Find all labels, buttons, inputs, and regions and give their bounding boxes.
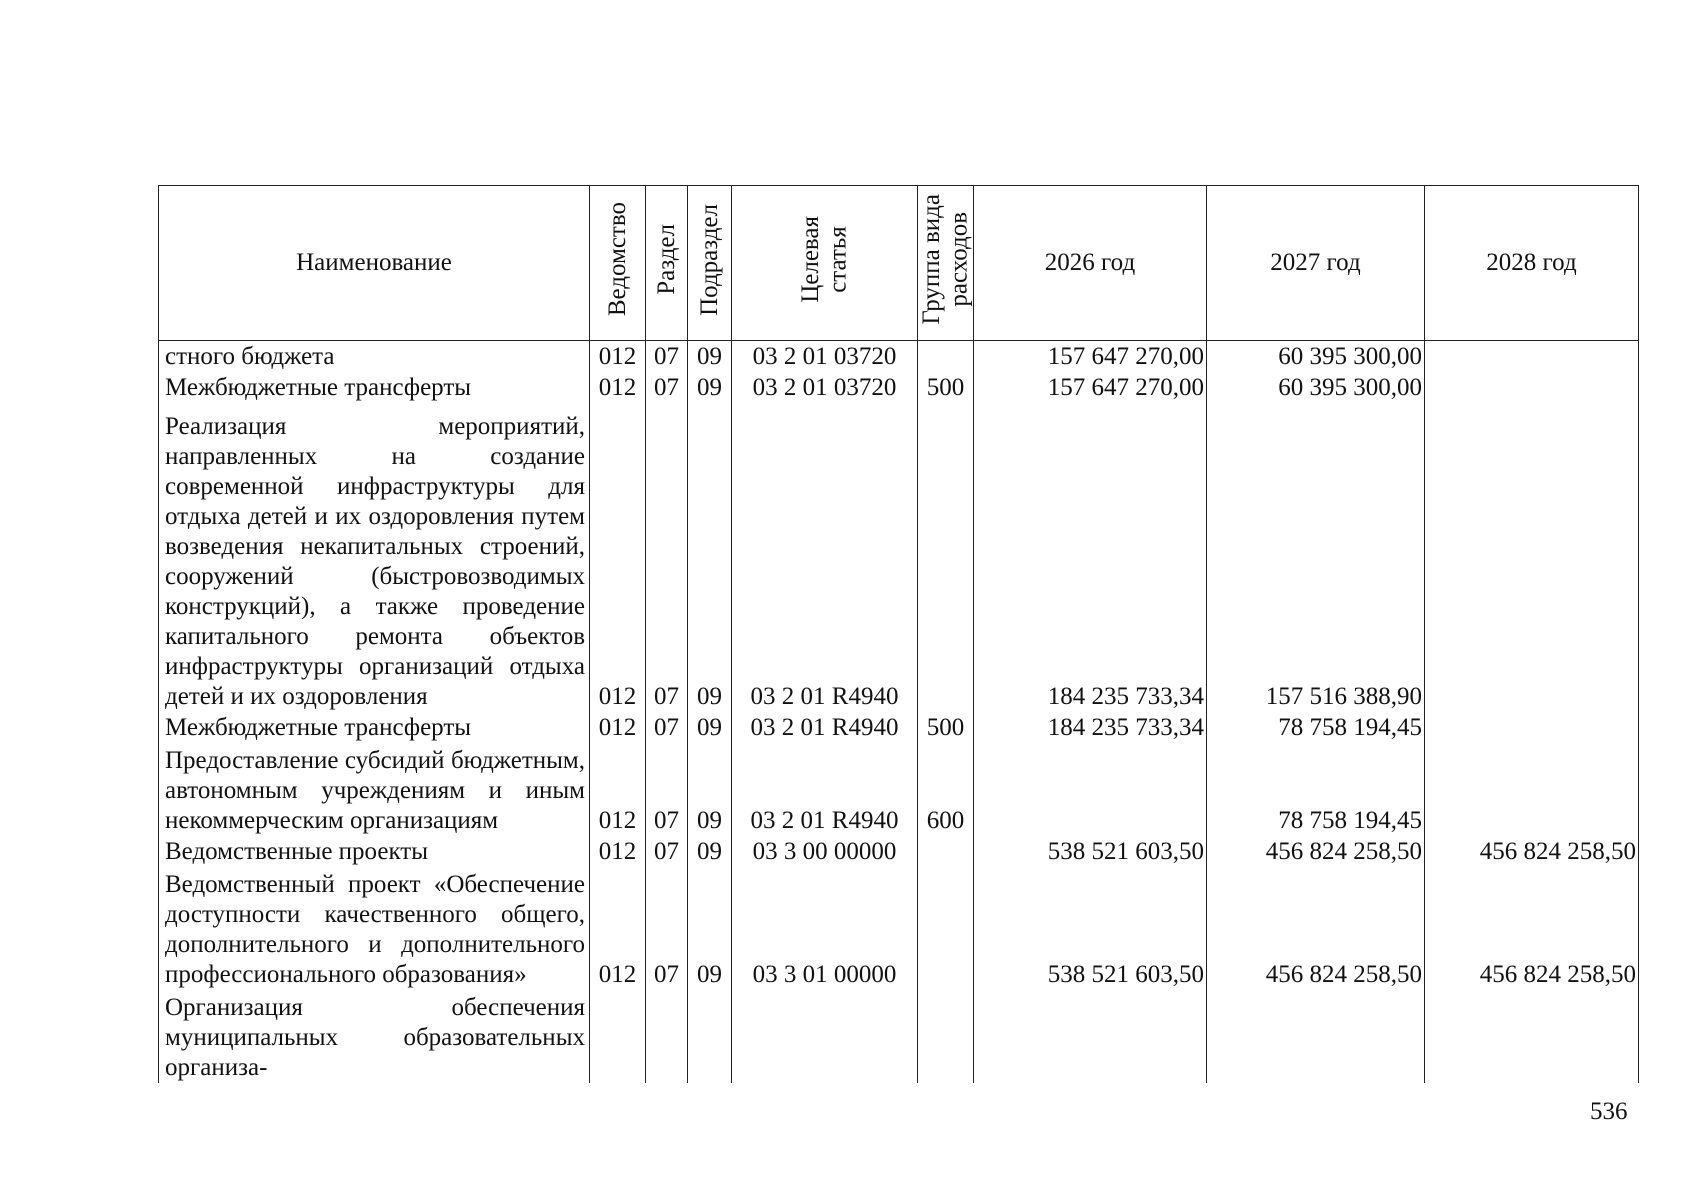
row-vedomstvo: 012: [590, 867, 646, 991]
table-row: [159, 867, 1639, 991]
row-podrazdel: 09: [688, 836, 732, 867]
header-name: Наименование: [159, 186, 590, 341]
row-expense-group: [918, 836, 974, 867]
row-podrazdel: 09: [688, 341, 732, 372]
row-name: Ведомственные проекты: [159, 836, 590, 867]
row-name: Предоставление субсидий бюджетным, автономным учреждениям и иным некоммерческим организациям: [159, 743, 590, 836]
row-razdel: 07: [646, 867, 688, 991]
row-razdel: 07: [646, 712, 688, 743]
row-amount-2028: 456 824 258,50: [1425, 836, 1639, 867]
row-target-article: 03 2 01 03720: [732, 341, 918, 372]
table-row: [159, 990, 1639, 1083]
row-amount-2026: 538 521 603,50: [974, 867, 1207, 991]
header-row: [159, 186, 1639, 341]
header-razdel: Раздел: [646, 186, 688, 341]
row-name: стного бюджета: [159, 341, 590, 372]
table-row: [159, 836, 1639, 867]
row-amount-2027: 78 758 194,45: [1207, 743, 1425, 836]
row-amount-2026: 184 235 733,34: [974, 403, 1207, 712]
budget-table: [158, 185, 1639, 1083]
table-row: [159, 341, 1639, 372]
header-podrazdel: Подраздел: [688, 186, 732, 341]
row-podrazdel: 09: [688, 403, 732, 712]
row-expense-group: 500: [918, 712, 974, 743]
row-amount-2028: [1425, 403, 1639, 712]
row-amount-2028: [1425, 990, 1639, 1083]
row-target-article: [732, 990, 918, 1083]
row-razdel: 07: [646, 836, 688, 867]
table-row: [159, 712, 1639, 743]
header-target-article: Целевая статья: [732, 186, 918, 341]
header-2028: 2028 год: [1425, 186, 1639, 341]
row-name: Организация обеспечения муниципальных образовательных организа-: [159, 990, 590, 1083]
row-vedomstvo: 012: [590, 403, 646, 712]
row-vedomstvo: 012: [590, 341, 646, 372]
row-amount-2027: 456 824 258,50: [1207, 836, 1425, 867]
row-expense-group: [918, 990, 974, 1083]
row-amount-2026: 538 521 603,50: [974, 836, 1207, 867]
row-expense-group: 500: [918, 372, 974, 403]
row-vedomstvo: [590, 990, 646, 1083]
row-vedomstvo: 012: [590, 712, 646, 743]
row-vedomstvo: 012: [590, 372, 646, 403]
row-podrazdel: [688, 990, 732, 1083]
row-amount-2028: [1425, 743, 1639, 836]
row-amount-2026: [974, 743, 1207, 836]
row-amount-2027: 157 516 388,90: [1207, 403, 1425, 712]
row-razdel: 07: [646, 372, 688, 403]
row-amount-2028: [1425, 372, 1639, 403]
row-target-article: 03 2 01 R4940: [732, 403, 918, 712]
row-podrazdel: 09: [688, 743, 732, 836]
row-target-article: 03 2 01 R4940: [732, 743, 918, 836]
row-razdel: 07: [646, 743, 688, 836]
row-name: Реализация мероприятий, направленных на создание современной инфраструктуры для отдыха детей и их оздоровления путем возведения некапитальных строений, сооружений (быстровозводимых конструкций), а также проведение капитального ремонта объектов инфраструктуры организаций отдыха детей и их оздоровления: [159, 403, 590, 712]
row-amount-2026: [974, 990, 1207, 1083]
row-target-article: 03 2 01 03720: [732, 372, 918, 403]
row-razdel: [646, 990, 688, 1083]
row-name: Межбюджетные трансферты: [159, 712, 590, 743]
row-razdel: 07: [646, 341, 688, 372]
row-expense-group: 600: [918, 743, 974, 836]
row-amount-2028: [1425, 341, 1639, 372]
row-target-article: 03 3 00 00000: [732, 836, 918, 867]
row-amount-2027: [1207, 990, 1425, 1083]
row-vedomstvo: 012: [590, 836, 646, 867]
row-amount-2027: 78 758 194,45: [1207, 712, 1425, 743]
header-2027: 2027 год: [1207, 186, 1425, 341]
header-2026: 2026 год: [974, 186, 1207, 341]
row-amount-2028: 456 824 258,50: [1425, 867, 1639, 991]
header-vedomstvo: Ведомство: [590, 186, 646, 341]
row-amount-2028: [1425, 712, 1639, 743]
row-name: Ведомственный проект «Обеспечение доступности качественного общего, дополнительного и дополнительного профессионального образования»: [159, 867, 590, 991]
row-amount-2026: 157 647 270,00: [974, 372, 1207, 403]
row-amount-2026: 184 235 733,34: [974, 712, 1207, 743]
row-expense-group: [918, 341, 974, 372]
row-amount-2026: 157 647 270,00: [974, 341, 1207, 372]
row-name: Межбюджетные трансферты: [159, 372, 590, 403]
row-podrazdel: 09: [688, 372, 732, 403]
row-expense-group: [918, 403, 974, 712]
row-podrazdel: 09: [688, 712, 732, 743]
table-row: [159, 403, 1639, 712]
row-expense-group: [918, 867, 974, 991]
table-row: [159, 372, 1639, 403]
row-amount-2027: 456 824 258,50: [1207, 867, 1425, 991]
header-expense-group: Группа вида расходов: [918, 186, 974, 341]
page-number: 536: [1590, 1098, 1628, 1125]
row-target-article: 03 2 01 R4940: [732, 712, 918, 743]
row-vedomstvo: 012: [590, 743, 646, 836]
row-razdel: 07: [646, 403, 688, 712]
row-podrazdel: 09: [688, 867, 732, 991]
row-target-article: 03 3 01 00000: [732, 867, 918, 991]
row-amount-2027: 60 395 300,00: [1207, 372, 1425, 403]
table-body: [159, 341, 1639, 1084]
row-amount-2027: 60 395 300,00: [1207, 341, 1425, 372]
table-row: [159, 743, 1639, 836]
